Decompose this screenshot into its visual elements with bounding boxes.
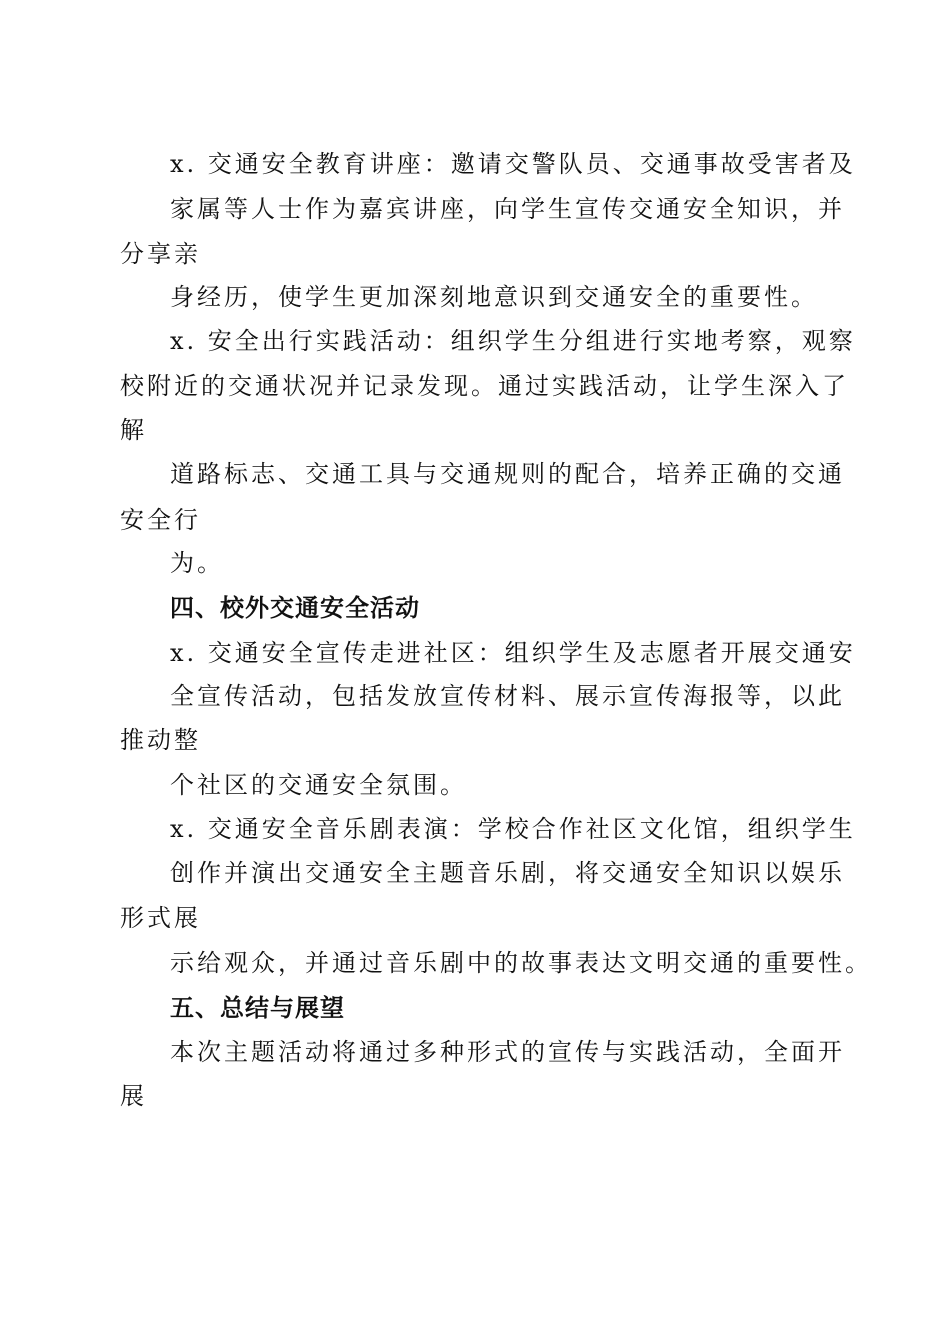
paragraph-line: 解 bbox=[120, 416, 147, 444]
paragraph-line: x. 安全出行实践活动：组织学生分组进行实地考察，观察 bbox=[170, 327, 856, 355]
paragraph-line: 推动整 bbox=[120, 726, 201, 754]
paragraph-line: 创作并演出交通安全主题音乐剧，将交通安全知识以娱乐 bbox=[170, 859, 845, 887]
section-heading: 四、校外交通安全活动 bbox=[170, 594, 420, 622]
paragraph-line: 身经历，使学生更加深刻地意识到交通安全的重要性。 bbox=[170, 283, 818, 311]
paragraph-line: 形式展 bbox=[120, 904, 201, 932]
paragraph-line: 道路标志、交通工具与交通规则的配合，培养正确的交通 bbox=[170, 460, 845, 488]
paragraph-line: 展 bbox=[120, 1082, 147, 1110]
paragraph-line: 家属等人士作为嘉宾讲座，向学生宣传交通安全知识，并 bbox=[170, 195, 845, 223]
paragraph-line: x. 交通安全音乐剧表演：学校合作社区文化馆，组织学生 bbox=[170, 815, 856, 843]
paragraph-line: 为。 bbox=[170, 549, 224, 577]
paragraph-line: 校附近的交通状况并记录发现。通过实践活动，让学生深入了 bbox=[120, 372, 849, 400]
paragraph-line: 个社区的交通安全氛围。 bbox=[170, 771, 467, 799]
paragraph-line: 本次主题活动将通过多种形式的宣传与实践活动，全面开 bbox=[170, 1038, 845, 1066]
paragraph-line: x. 交通安全教育讲座：邀请交警队员、交通事故受害者及 bbox=[170, 150, 856, 178]
section-heading: 五、总结与展望 bbox=[170, 994, 345, 1022]
paragraph-line: x. 交通安全宣传走进社区：组织学生及志愿者开展交通安 bbox=[170, 639, 856, 667]
paragraph-line: 全宣传活动，包括发放宣传材料、展示宣传海报等，以此 bbox=[170, 682, 845, 710]
paragraph-line: 安全行 bbox=[120, 506, 201, 534]
paragraph-line: 分享亲 bbox=[120, 240, 201, 268]
paragraph-line: 示给观众，并通过音乐剧中的故事表达文明交通的重要性。 bbox=[170, 949, 872, 977]
